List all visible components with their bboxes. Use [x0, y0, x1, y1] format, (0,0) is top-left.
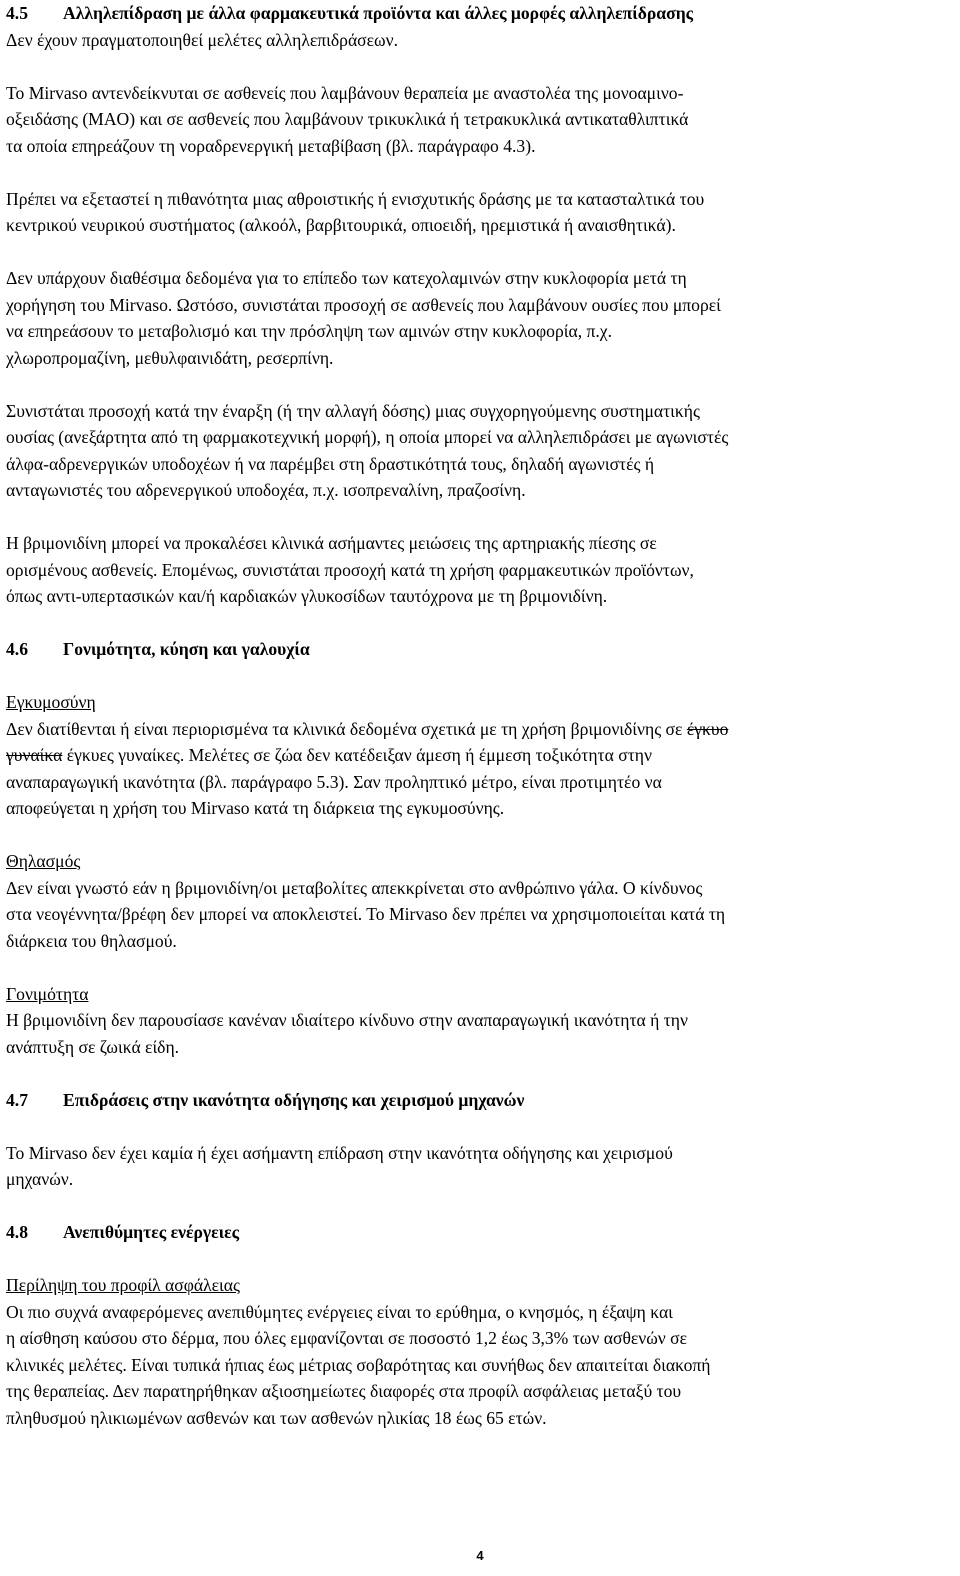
- text-line: Δεν έχουν πραγματοποιηθεί μελέτες αλληλεπιδράσεων.: [6, 29, 398, 50]
- subheading-pregnancy: Εγκυμοσύνη: [6, 692, 96, 712]
- paragraph-lactation: [6, 848, 952, 954]
- text-line: Οι πιο συχνά αναφερόμενες ανεπιθύμητες ενέργειες είναι το ερύθημα, ο κνησμός, η έξαψη και: [6, 1301, 673, 1322]
- paragraph: [6, 27, 952, 54]
- text-line: ουσίας (ανεξάρτητα από τη φαρμακοτεχνική μορφή), η οποία μπορεί να αλληλεπιδράσει με αγωνιστές: [6, 427, 729, 447]
- section-title: Αλληλεπίδραση με άλλα φαρμακευτικά προϊόντα και άλλες μορφές αλληλεπίδρασης: [63, 3, 694, 23]
- text-line: Το Mirvaso δεν έχει καμία ή έχει ασήμαντη επίδραση στην ικανότητα οδήγησης και χειρισμού: [6, 1142, 673, 1163]
- text-line: η αίσθηση καύσου στο δέρμα, που όλες εμφανίζονται σε ποσοστό 1,2 έως 3,3% των ασθενών σε: [6, 1328, 688, 1348]
- text-line: χλωροπρομαζίνη, μεθυλφαινιδάτη, ρεσερπίνη.: [6, 347, 334, 368]
- text-line: Η βριμονιδίνη μπορεί να προκαλέσει κλινικά ασήμαντες μειώσεις της αρτηριακής πίεσης σε: [6, 533, 657, 553]
- section-number: 4.8: [6, 1222, 28, 1242]
- text-line: χορήγηση του Mirvaso. Ωστόσο, συνιστάται προσοχή σε ασθενείς που λαμβάνουν ουσίες που μπορεί: [6, 294, 721, 315]
- text-line: μηχανών.: [6, 1169, 74, 1189]
- section-heading-4-5: [6, 0, 952, 27]
- paragraph: [6, 398, 952, 504]
- text-line: κεντρικού νευρικού συστήματος (αλκοόλ, βαρβιτουρικά, οπιοειδή, ηρεμιστικά ή αναισθητικά).: [6, 215, 676, 235]
- text-line: Πρέπει να εξεταστεί η πιθανότητα μιας αθροιστικής ή ενισχυτικής δράσης με τα κατασταλτικά του: [6, 188, 705, 209]
- text-line: [6, 716, 952, 743]
- page-number: 4: [476, 1548, 484, 1563]
- text-line: αναπαραγωγική ικανότητα (βλ. παράγραφο 5.3). Σαν προληπτικό μέτρο, είναι προτιμητέο να: [6, 771, 662, 792]
- paragraph: [6, 265, 952, 371]
- text-line: ανάπτυξη σε ζωικά είδη.: [6, 1036, 180, 1057]
- paragraph-safety: [6, 1272, 952, 1431]
- paragraph: [6, 80, 952, 160]
- paragraph: [6, 1140, 952, 1193]
- subheading-safety-profile: Περίληψη του προφίλ ασφάλειας: [6, 1275, 240, 1295]
- text-line: ορισμένους ασθενείς. Επομένως, συνιστάται προσοχή κατά τη χρήση φαρμακευτικών προϊόντων,: [6, 559, 694, 580]
- paragraph: [6, 186, 952, 239]
- text-line: Δεν είναι γνωστό εάν η βριμονιδίνη/οι μεταβολίτες απεκκρίνεται στο ανθρώπινο γάλα. Ο κίνδυνος: [6, 877, 703, 898]
- text-line: να επηρεάσουν το μεταβολισμό και την πρόσληψη των αμινών στην κυκλοφορία, π.χ.: [6, 321, 612, 341]
- text-line: όπως αντι-υπερτασικών και/ή καρδιακών γλυκοσίδων ταυτόχρονα με τη βριμονιδίνη.: [6, 586, 608, 606]
- text-line: πληθυσμού ηλικιωμένων ασθενών και των ασθενών ηλικίας 18 έως 65 ετών.: [6, 1407, 547, 1428]
- struck-text: γυναίκα: [6, 745, 63, 765]
- text-line: Δεν υπάρχουν διαθέσιμα δεδομένα για το επίπεδο των κατεχολαμινών στην κυκλοφορία μετά τη: [6, 268, 687, 288]
- section-title: Ανεπιθύμητες ενέργειες: [63, 1222, 240, 1242]
- subheading-fertility: Γονιμότητα: [6, 983, 89, 1004]
- text-line: οξειδάσης (MAO) και σε ασθενείς που λαμβάνουν τρικυκλικά ή τετρακυκλικά αντικαταθλιπτικά: [6, 109, 689, 129]
- subheading-lactation: Θηλασμός: [6, 851, 81, 871]
- text-line: κλινικές μελέτες. Είναι τυπικά ήπιας έως μέτριας σοβαρότητας και συνήθως δεν απαιτείται διακοπή: [6, 1354, 711, 1375]
- struck-text: έγκυο: [686, 718, 729, 739]
- text-run: Δεν διατίθενται ή είναι περιορισμένα τα κλινικά δεδομένα σχετικά με τη χρήση βριμονιδίνης σε: [6, 718, 687, 739]
- text-line: τα οποία επηρεάζουν τη νοραδρενεργική μεταβίβαση (βλ. παράγραφο 4.3).: [6, 135, 536, 156]
- paragraph-pregnancy: [6, 689, 952, 822]
- text-line: άλφα-αδρενεργικών υποδοχέων ή να παρέμβει στη δραστικότητά τους, δηλαδή αγωνιστές ή: [6, 453, 655, 474]
- paragraph: [6, 530, 952, 610]
- text-line: Το Mirvaso αντενδείκνυται σε ασθενείς που λαμβάνουν θεραπεία με αναστολέα της μονοαμινο-: [6, 82, 684, 103]
- text-line: ανταγωνιστές του αδρενεργικού υποδοχέα, π.χ. ισοπρεναλίνη, πραζοσίνη.: [6, 480, 526, 500]
- text-run: έγκυες γυναίκες. Μελέτες σε ζώα δεν κατέδειξαν άμεση ή έμμεση τοξικότητα στην: [62, 745, 652, 765]
- text-line: Η βριμονιδίνη δεν παρουσίασε κανέναν ιδιαίτερο κίνδυνο στην αναπαραγωγική ικανότητα ή την: [6, 1010, 688, 1030]
- section-heading-4-7: [6, 1087, 952, 1114]
- section-title: Επιδράσεις στην ικανότητα οδήγησης και χειρισμού μηχανών: [63, 1089, 525, 1110]
- text-line: της θεραπείας. Δεν παρατηρήθηκαν αξιοσημείωτες διαφορές στα προφίλ ασφάλειας μεταξύ του: [6, 1381, 682, 1401]
- section-heading-4-8: [6, 1219, 952, 1246]
- section-heading-4-6: [6, 636, 952, 663]
- text-line: στα νεογέννητα/βρέφη δεν μπορεί να αποκλειστεί. Το Mirvaso δεν πρέπει να χρησιμοποιείται κατά τη: [6, 904, 726, 924]
- section-number: 4.7: [6, 1089, 28, 1110]
- section-number: 4.5: [6, 3, 28, 23]
- section-title: Γονιμότητα, κύηση και γαλουχία: [63, 639, 310, 659]
- text-line: [6, 742, 952, 769]
- text-line: Συνιστάται προσοχή κατά την έναρξη (ή την αλλαγή δόσης) μιας συγχορηγούμενης συστηματικής: [6, 400, 700, 421]
- document-page: [6, 0, 952, 1431]
- paragraph-fertility: [6, 981, 952, 1061]
- text-line: διάρκεια του θηλασμού.: [6, 930, 177, 951]
- section-number: 4.6: [6, 639, 28, 659]
- text-line: αποφεύγεται η χρήση του Mirvaso κατά τη διάρκεια της εγκυμοσύνης.: [6, 798, 505, 818]
